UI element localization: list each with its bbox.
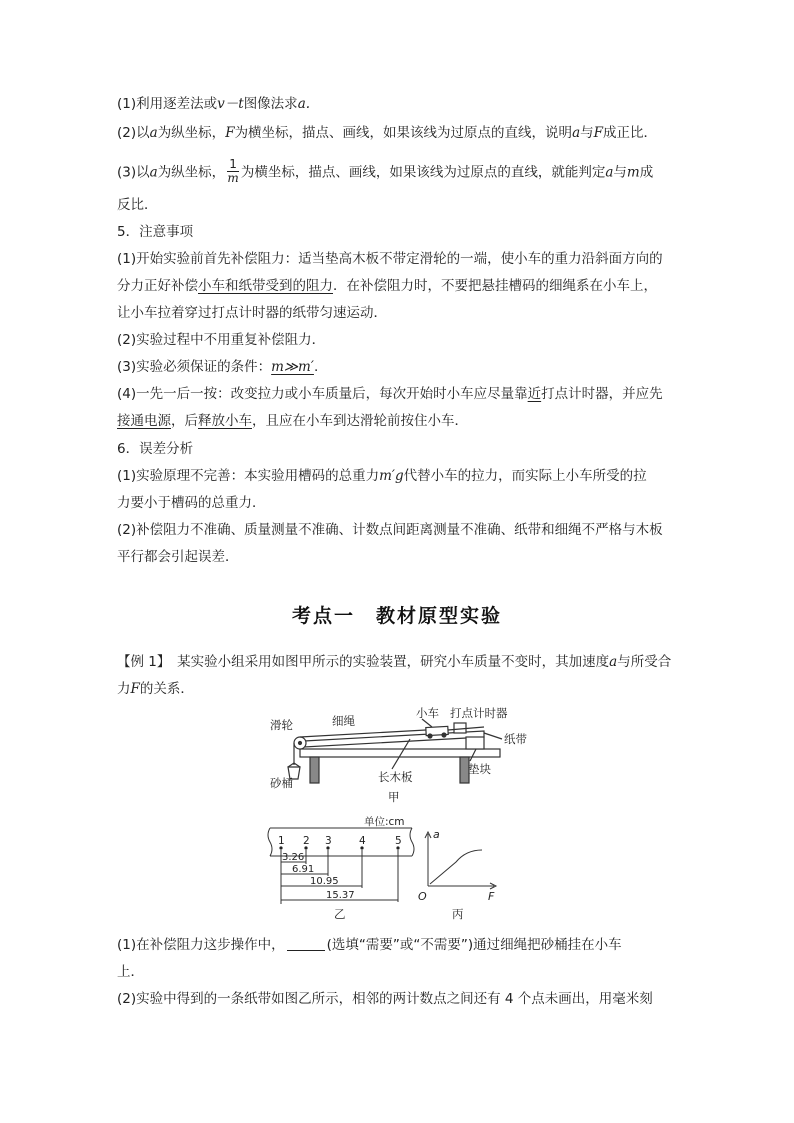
label-rope: 细绳 — [332, 714, 355, 728]
note-1-line-2: 分力正好补偿小车和纸带受到的阻力．在补偿阻力时，不要把悬挂槽码的细绳系在小车上， — [117, 278, 657, 294]
note-1-line-3: 让小车拉着穿过打点计时器的纸带匀速运动． — [117, 305, 387, 321]
caption-bing: 丙 — [452, 907, 464, 921]
label-tape: 纸带 — [504, 732, 527, 746]
note-1-line-1: (1)开始实验前首先补偿阻力：适当垫高木板不带定滑轮的一端，使小车的重力沿斜面方向的 — [117, 251, 663, 267]
apparatus-figure — [270, 703, 540, 805]
section-6-title: 6．误差分析 — [117, 441, 194, 457]
cart-wheel — [442, 733, 446, 737]
note-2: (2)实验过程中不用重复补偿阻力． — [117, 332, 326, 348]
caption-yi: 乙 — [334, 907, 346, 921]
question-1-line-2: 上． — [117, 964, 144, 980]
unit-label: 单位:cm — [364, 816, 405, 828]
method-item-1: (1)利用逐差法或v－t图像法求a. — [117, 96, 311, 112]
note-4-line-1: (4)一先一后一按：改变拉力或小车质量后，每次开始时小车应尽量靠近打点计时器，并应先 — [117, 386, 663, 402]
point-label-3: 3 — [325, 835, 332, 847]
tape-tear-left — [268, 828, 272, 856]
error-1-line-2: 力要小于槽码的总重力． — [117, 495, 266, 511]
error-2-line-1: (2)补偿阻力不准确、质量测量不准确、计数点间距离测量不准确、纸带和细绳不严格与木板 — [117, 522, 663, 538]
question-2-line-1: (2)实验中得到的一条纸带如图乙所示，相邻的两计数点之间还有 4 个点未画出，用毫米刻 — [117, 991, 653, 1007]
distance-label-13: 6.91 — [292, 864, 315, 875]
answer-blank[interactable] — [287, 936, 325, 951]
y-axis-label: a — [433, 828, 440, 841]
section-heading: 考点一 教材原型实验 — [291, 605, 502, 627]
label-cart: 小车 — [416, 706, 439, 720]
method-item-3-cont: 反比． — [117, 197, 158, 213]
label-board: 长木板 — [378, 770, 413, 784]
distance-label-15: 15.37 — [326, 890, 355, 901]
error-1-line-1: (1)实验原理不完善：本实验用槽码的总重力m′g代替小车的拉力，而实际上小车所受的拉 — [117, 468, 647, 484]
x-axis-label: F — [488, 890, 495, 903]
note-3: (3)实验必须保证的条件：m≫m′. — [117, 359, 319, 375]
method-item-3: (3)以a为纵坐标， $\frac{1}{m}$ 为横坐标，描点、画线，如果该线为过原点的直线，就能判定a与m成 — [117, 157, 654, 185]
note-4-line-2: 接通电源，后释放小车，且应在小车到达滑轮前按住小车． — [117, 413, 468, 429]
point-label-5: 5 — [395, 835, 402, 847]
pad-block — [466, 737, 484, 749]
point-label-1: 1 — [278, 835, 285, 847]
label-pulley: 滑轮 — [270, 718, 293, 732]
example-line-1: 【例 1】 某实验小组采用如图甲所示的实验装置，研究小车质量不变时，其加速度a与所受合 — [117, 654, 672, 670]
label-bucket: 砂桶 — [270, 776, 293, 790]
section-5-title: 5．注意事项 — [117, 224, 194, 240]
cart-wheel — [428, 734, 432, 738]
timer-device — [454, 723, 466, 733]
distance-label-12: 3.26 — [282, 852, 305, 863]
table-leg-left — [310, 757, 319, 783]
question-1-line-1: (1)在补偿阻力这步操作中， (选填“需要”或“不需要”)通过细绳把砂桶挂在小车 — [117, 937, 622, 953]
tape-figure — [266, 814, 416, 924]
origin-label: O — [418, 890, 427, 903]
point-label-4: 4 — [359, 835, 366, 847]
error-2-line-2: 平行都会引起误差． — [117, 549, 239, 565]
point-label-2: 2 — [303, 835, 310, 847]
caption-jia: 甲 — [388, 790, 400, 804]
a-F-curve — [430, 850, 482, 884]
distance-label-14: 10.95 — [310, 876, 339, 887]
method-item-2: (2)以a为纵坐标，F为横坐标，描点、画线，如果该线为过原点的直线，说明a与F成正比． — [117, 125, 657, 141]
label-timer: 打点计时器 — [450, 706, 508, 720]
a-F-graph — [414, 826, 504, 924]
example-line-2: 力F的关系． — [117, 681, 194, 697]
label-block: 垫块 — [468, 762, 491, 776]
fraction-1-over-m: $\frac{1}{m}$ — [227, 157, 239, 185]
